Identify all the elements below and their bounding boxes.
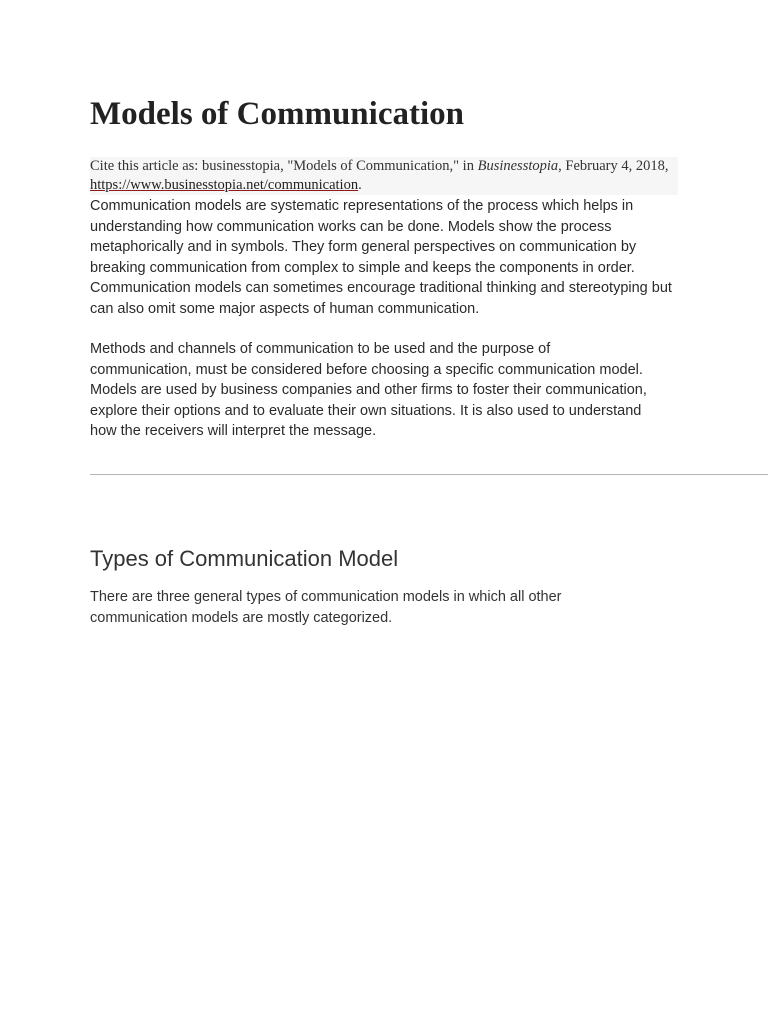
methods-paragraph: Methods and channels of communication to be used and the purpose of communication, must be considered before choosing a specific communication model. Models are used by business companies and other firms to foster their communication, explore their options and to evaluate their own situations. It is also used to understand how the receivers will interpret the message. bbox=[90, 341, 647, 439]
citation-prefix: Cite this article as: businesstopia, "Models of Communication," in bbox=[90, 158, 478, 174]
section-heading: Types of Communication Model bbox=[90, 546, 399, 571]
page-title: Models of Communication bbox=[90, 96, 464, 132]
citation-journal: Businesstopia bbox=[477, 158, 559, 174]
citation-box bbox=[90, 157, 678, 195]
citation-link[interactable]: https://www.businesstopia.net/communication bbox=[90, 177, 359, 193]
intro-paragraph: Communication models are systematic representations of the process which helps in understanding how communication works can be done. Models show the process metaphorically and in symbols. They form general perspectives on communication by breaking communication from complex to simple and keeps the components in order. Communication models can sometimes encourage traditional thinking and stereotyping but can also omit some major aspects of human communication. bbox=[90, 198, 672, 317]
section-paragraph: There are three general types of communication models in which all other communication models are mostly categorized. bbox=[90, 589, 562, 626]
section-divider bbox=[90, 474, 768, 475]
citation-date: , February 4, 2018, bbox=[558, 158, 669, 174]
citation-suffix: . bbox=[358, 177, 362, 193]
